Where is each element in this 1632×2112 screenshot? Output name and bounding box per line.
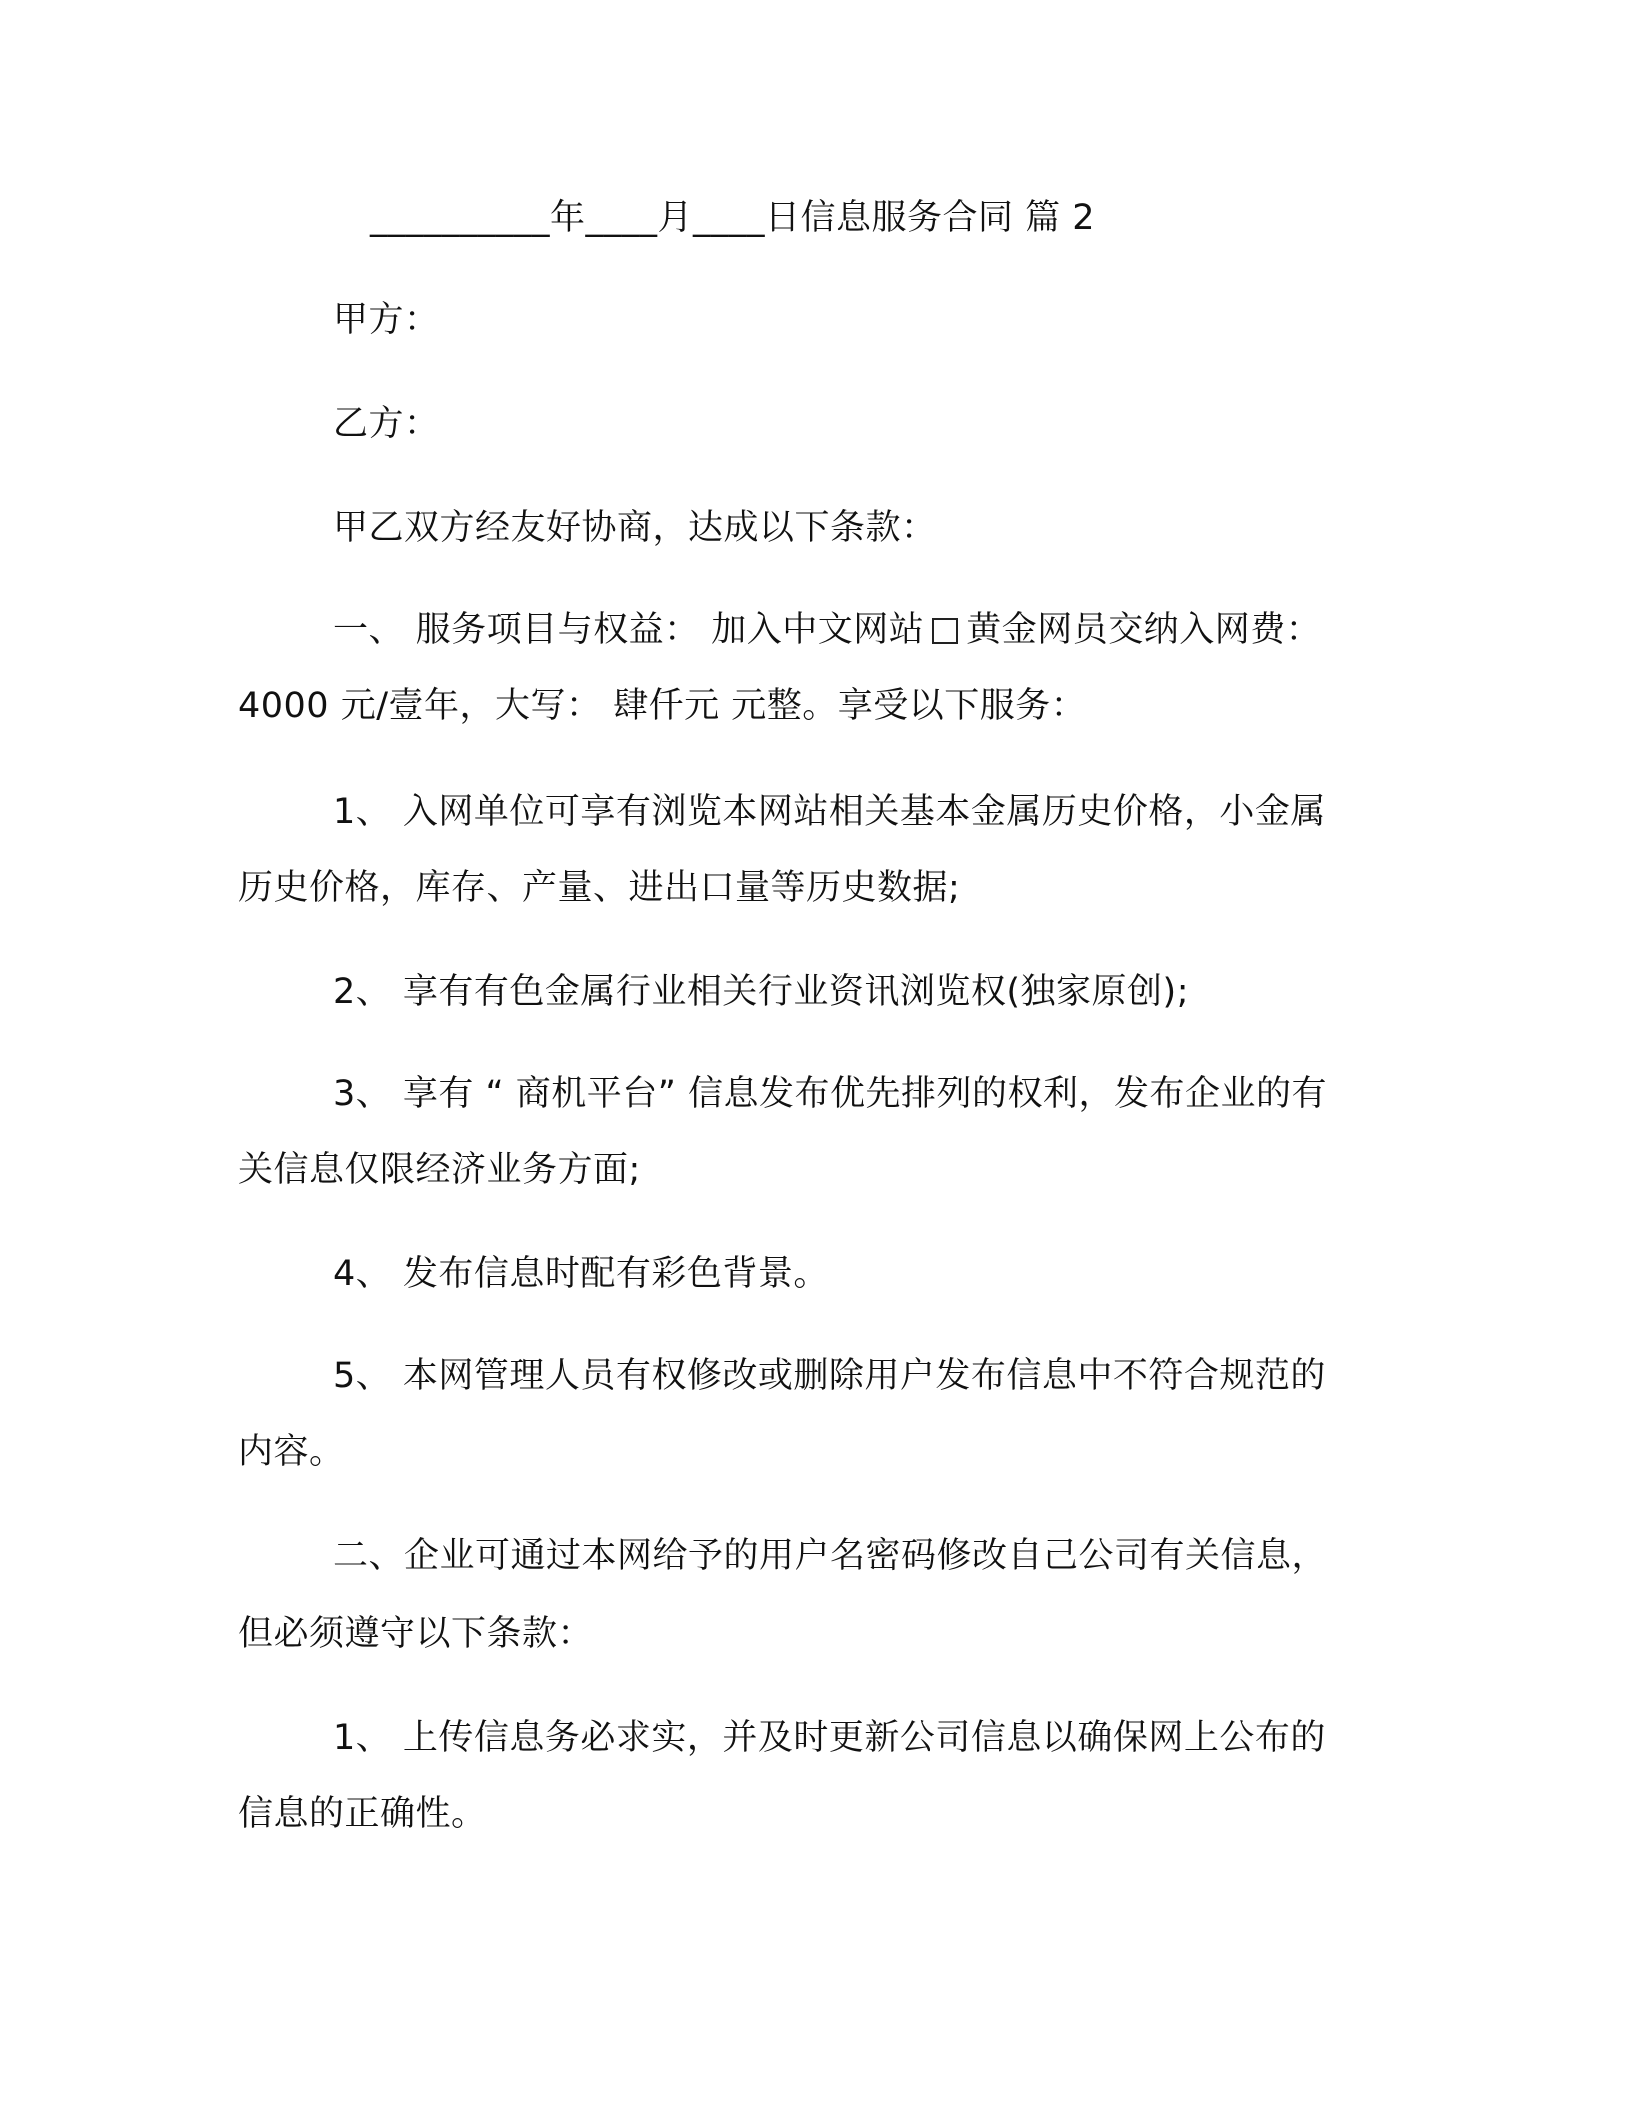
party-b-label: 乙方： bbox=[333, 404, 440, 444]
section1-text-before-box: 一、 服务项目与权益： 加入中文网站 bbox=[333, 610, 925, 650]
party-a-label: 甲方： bbox=[333, 300, 440, 340]
document-title: __________年____月____日信息服务合同 篇 2 bbox=[370, 198, 1096, 238]
section2-line1: 二、企业可通过本网给予的用户名密码修改自己公司有关信息， bbox=[333, 1536, 1328, 1576]
section1-line2: 4000 元/壹年，大写： 肆仟元 元整。享受以下服务： bbox=[238, 686, 1087, 726]
intro-paragraph: 甲乙双方经友好协商，达成以下条款： bbox=[333, 508, 937, 548]
item1-5-line1: 5、 本网管理人员有权修改或删除用户发布信息中不符合规范的 bbox=[333, 1356, 1326, 1396]
checkbox-icon bbox=[932, 618, 958, 644]
item2-1-line2: 信息的正确性。 bbox=[238, 1794, 487, 1834]
item1-1-line1: 1、 入网单位可享有浏览本网站相关基本金属历史价格，小金属 bbox=[333, 792, 1326, 832]
section1-line1 bbox=[333, 608, 1321, 652]
section1-text-after-box: 黄金网员交纳入网费： bbox=[966, 610, 1322, 650]
item1-2-line1: 2、 享有有色金属行业相关行业资讯浏览权(独家原创); bbox=[333, 972, 1189, 1012]
item2-1-line1: 1、 上传信息务必求实，并及时更新公司信息以确保网上公布的 bbox=[333, 1718, 1326, 1758]
item1-5-line2: 内容。 bbox=[238, 1432, 345, 1472]
section2-line2: 但必须遵守以下条款： bbox=[238, 1614, 594, 1654]
item1-1-line2: 历史价格，库存、产量、进出口量等历史数据; bbox=[238, 868, 961, 908]
item1-3-line1: 3、 享有 “ 商机平台” 信息发布优先排列的权利，发布企业的有 bbox=[333, 1074, 1328, 1114]
item1-3-line2: 关信息仅限经济业务方面; bbox=[238, 1150, 641, 1190]
item1-4-line1: 4、 发布信息时配有彩色背景。 bbox=[333, 1254, 829, 1294]
